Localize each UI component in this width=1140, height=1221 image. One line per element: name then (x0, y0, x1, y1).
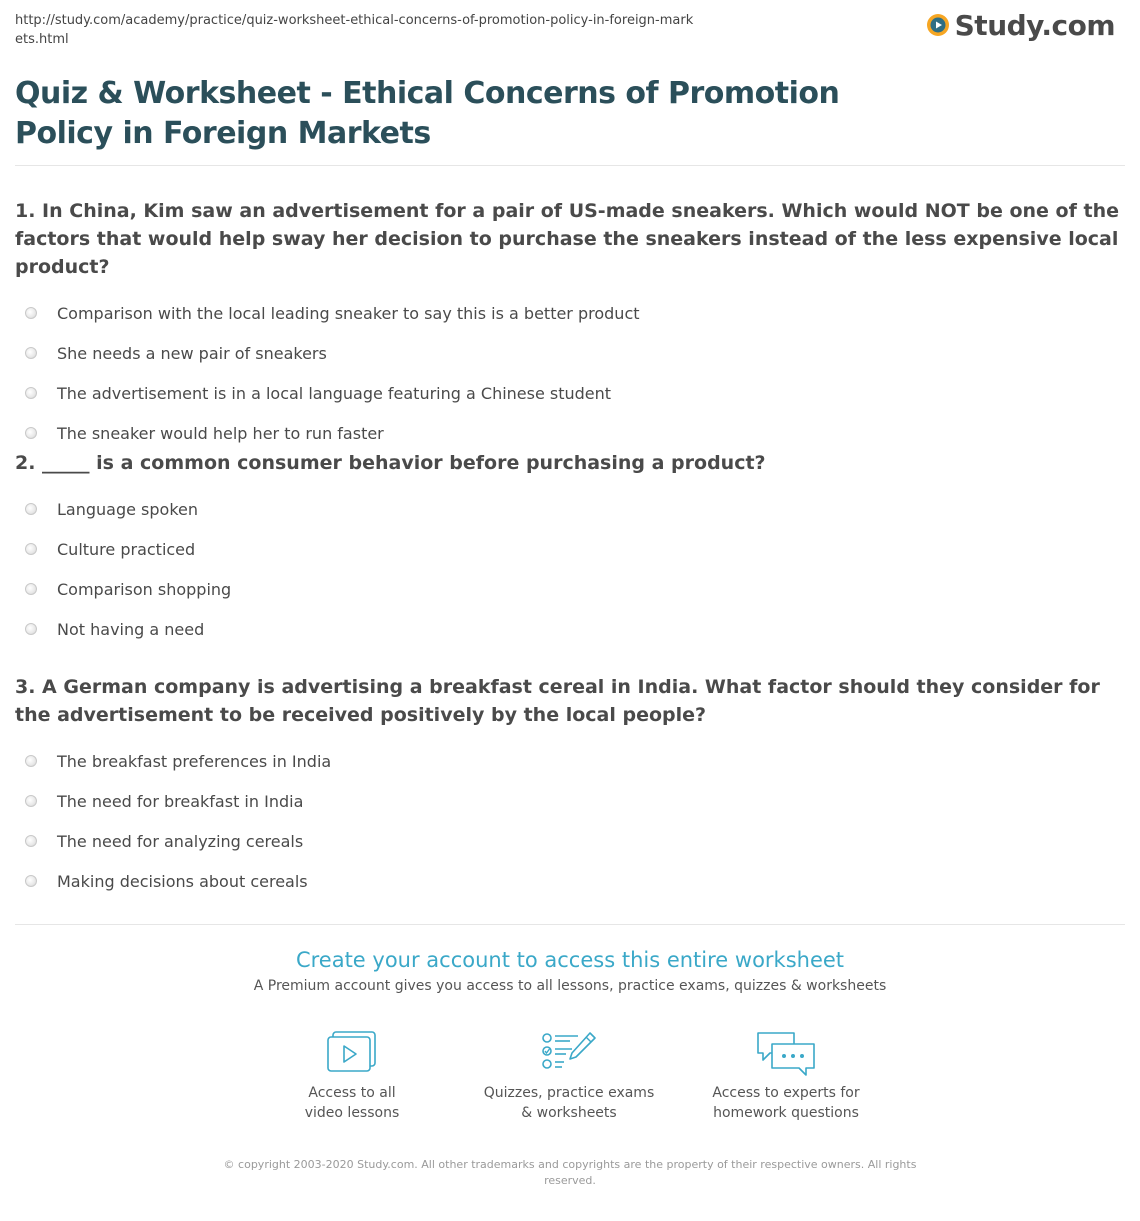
answer-label: Culture practiced (57, 539, 196, 559)
answer-options (15, 489, 1120, 649)
radio-button[interactable] (25, 835, 37, 847)
radio-button[interactable] (25, 427, 37, 439)
chat-bubbles-icon (754, 1030, 818, 1078)
answer-options (15, 293, 1120, 453)
answer-label: Comparison with the local leading sneaker to say this is a better product (57, 303, 640, 323)
radio-button[interactable] (25, 875, 37, 887)
radio-button[interactable] (25, 347, 37, 359)
question-2 (15, 449, 1120, 649)
radio-button[interactable] (25, 755, 37, 767)
quiz-checklist-icon (540, 1030, 598, 1074)
question-1 (15, 197, 1120, 453)
question-text: 3. A German company is advertising a breakfast cereal in India. What factor should they consider for the advertisement to be received positively by the local people? (15, 676, 1100, 726)
radio-button[interactable] (25, 503, 37, 515)
answer-label: Language spoken (57, 499, 199, 519)
answer-option[interactable] (15, 781, 1120, 821)
premium-features (0, 1030, 1140, 1130)
question-3 (15, 673, 1120, 901)
question-text: 1. In China, Kim saw an advertisement for a pair of US-made sneakers. Which would NOT be one of the factors that would help sway her decision to purchase the sneakers instead of the less expensive local product? (15, 200, 1119, 278)
answer-option[interactable] (15, 609, 1120, 649)
answer-label: Making decisions about cereals (57, 871, 308, 891)
answer-option[interactable] (15, 741, 1120, 781)
video-lessons-icon (326, 1030, 378, 1074)
answer-option[interactable] (15, 373, 1120, 413)
answer-label: The advertisement is in a local language featuring a Chinese student (57, 383, 612, 403)
logo-text: Study.com (954, 8, 1115, 42)
answer-option[interactable] (15, 529, 1120, 569)
cta-subtitle: A Premium account gives you access to all lessons, practice exams, quizzes & worksheets (253, 978, 887, 994)
radio-button[interactable] (25, 387, 37, 399)
radio-button[interactable] (25, 623, 37, 635)
page-title: Quiz & Worksheet - Ethical Concerns of Promotion Policy in Foreign Markets (15, 76, 840, 151)
copyright-notice: © copyright 2003-2020 Study.com. All other trademarks and copyrights are the property of their respective owners. All rights reserved. (223, 1158, 917, 1187)
answer-label: The need for analyzing cereals (57, 831, 304, 851)
answer-option[interactable] (15, 821, 1120, 861)
question-text: 2. _____ is a common consumer behavior before purchasing a product? (15, 452, 766, 474)
answer-label: The need for breakfast in India (57, 791, 304, 811)
divider (15, 165, 1125, 166)
study-logo[interactable] (926, 8, 1115, 42)
radio-button[interactable] (25, 583, 37, 595)
radio-button[interactable] (25, 795, 37, 807)
feature-experts (686, 1030, 886, 1123)
radio-button[interactable] (25, 307, 37, 319)
create-account-link[interactable]: Create your account to access this entire worksheet (295, 948, 845, 972)
answer-label: The breakfast preferences in India (57, 751, 332, 771)
answer-option[interactable] (15, 861, 1120, 901)
answer-label: Not having a need (57, 619, 205, 639)
answer-label: Comparison shopping (57, 579, 232, 599)
feature-label: Access to experts for homework questions (712, 1085, 860, 1121)
feature-video-lessons (252, 1030, 452, 1123)
answer-option[interactable] (15, 569, 1120, 609)
feature-quizzes (469, 1030, 669, 1123)
answer-options (15, 741, 1120, 901)
answer-option[interactable] (15, 333, 1120, 373)
page-url: http://study.com/academy/practice/quiz-worksheet-ethical-concerns-of-promotion-policy-in-foreign-markets.html (15, 13, 694, 47)
answer-label: The sneaker would help her to run faster (57, 423, 384, 443)
answer-option[interactable] (15, 293, 1120, 333)
play-logo-icon (926, 13, 950, 37)
divider (15, 924, 1125, 925)
answer-option[interactable] (15, 489, 1120, 529)
feature-label: Quizzes, practice exams & worksheets (483, 1085, 655, 1121)
feature-label: Access to all video lessons (304, 1085, 400, 1121)
answer-option[interactable] (15, 413, 1120, 453)
radio-button[interactable] (25, 543, 37, 555)
answer-label: She needs a new pair of sneakers (57, 343, 327, 363)
